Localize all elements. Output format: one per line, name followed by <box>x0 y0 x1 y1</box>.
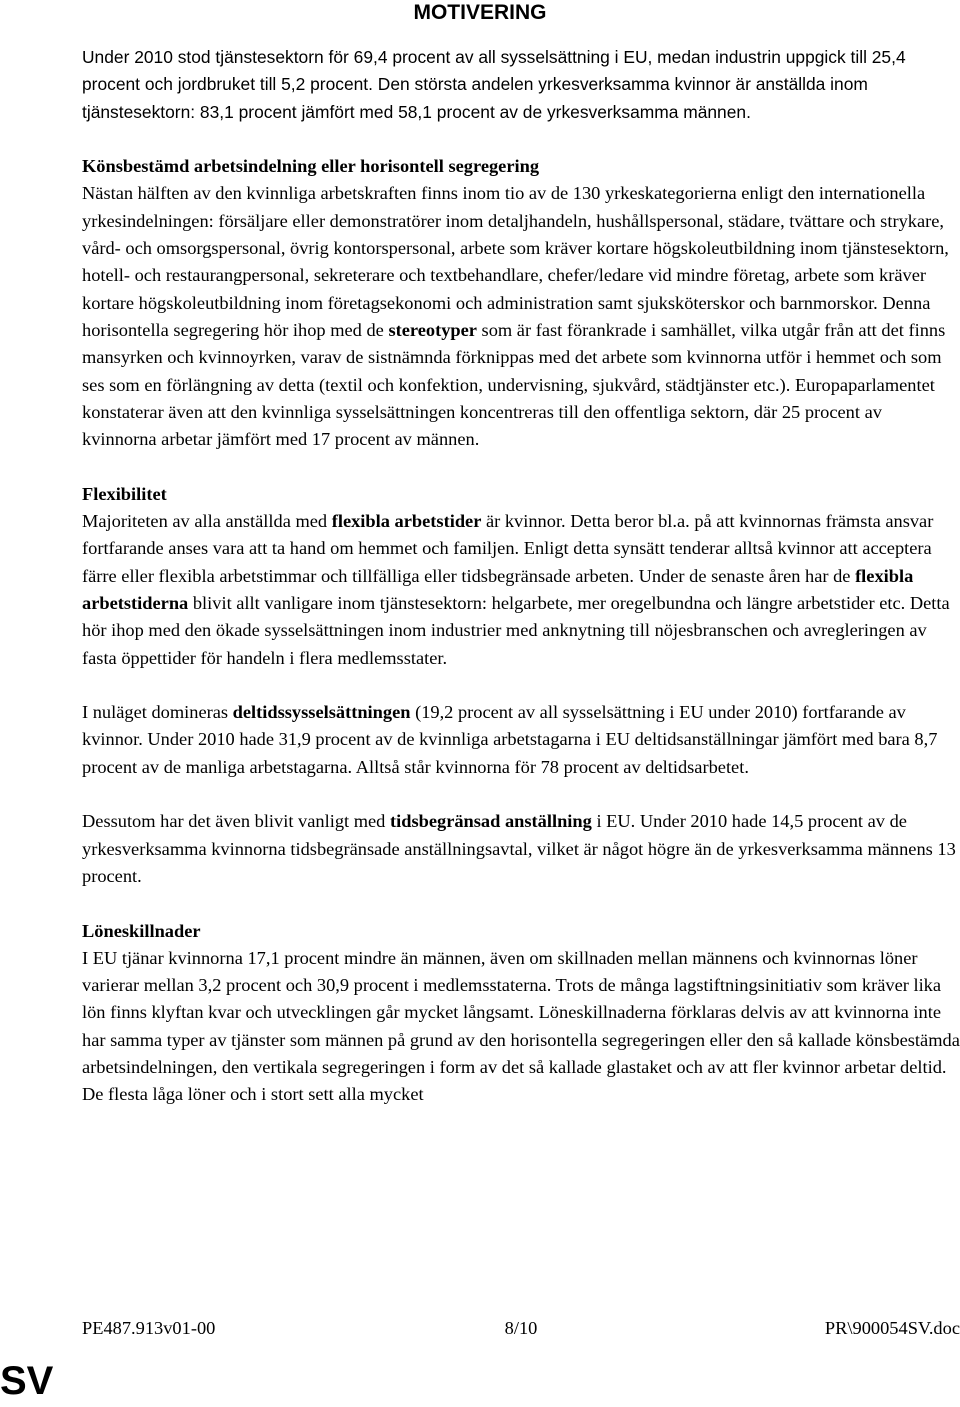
section-title-pay-gap: Löneskillnader <box>82 920 201 941</box>
segregation-text-1: Nästan hälften av den kvinnliga arbetskraften finns inom tio av de 130 yrkeskategorierna enligt den internationella yrkesindelningen: försäljare eller demonstratörer inom detaljhandeln, hushållspersonal, städare, tvättare och strykare, vård- och omsorgspersonal, övrig kontorspersonal, arbete som kräver kortare högskoleutbildning inom tjänstesektorn, hotell- och restaurangpersonal, sekreterare och textbehandlare, chefer/ledare vid mindre företag, arbete som kräver kortare högskoleutbildning inom företagsekonomi och administration samt sjuksköterskor och barnmorskor. <box>82 183 949 313</box>
flexibility-paragraph-3 <box>82 808 960 890</box>
part-time-text-1: I nuläget domineras <box>82 702 233 723</box>
footer-doc-ref: PE487.913v01-00 <box>82 1318 216 1338</box>
page-footer <box>82 1316 960 1340</box>
flexible-hours-term: flexibla arbetstider <box>331 511 482 532</box>
footer-page-number: 8/10 <box>504 1318 538 1338</box>
temporary-text-2: i EU. Under 2010 hade 14,5 procent av de yrkesverksamma kvinnorna tidsbegränsade anställningsavtal, vilket är något högre än de yrkesverksamma männens 13 procent. <box>82 811 956 886</box>
section-title-segregation: Könsbestämd arbetsindelning eller horisontell segregering <box>82 156 540 177</box>
intro-paragraph: Under 2010 stod tjänstesektorn för 69,4 procent av all sysselsättning i EU, medan industrin uppgick till 25,4 procent och jordbruket till 5,2 procent. Den största andelen yrkesverksamma kvinnor är anställda inom tjänstesektorn: 83,1 procent jämfört med 58,1 procent av de yrkesverksamma männen. <box>82 47 906 122</box>
flexibility-text-3: blivit allt vanligare inom tjänstesektorn: helgarbete, mer oregelbundna och längre arbetstider etc. Detta hör ihop med den ökade sysselsättningen inom industrier med anknytning till nöjesbranschen och avregleringen av fasta öppettider för handeln i flera medlemsstater. <box>82 592 950 668</box>
footer-file-name: PR\900054SV.doc <box>824 1318 960 1338</box>
segregation-text-3: som är fast förankrade i samhället, vilka utgår från att det finns mansyrken och kvinnoyrken, varav de sistnämnda förknippas med det arbete som kvinnorna utför i hemmet och som ses som en förlängning av detta (textil och konfektion, undervisning, sjukvård, städtjänster etc.). Europaparlamentet konstaterar även att den kvinnliga sysselsättningen koncentreras till den offentliga sektorn, där 25 procent av kvinnorna arbetar jämfört med 17 procent av männen. <box>82 319 946 450</box>
segregation-paragraph <box>82 180 960 453</box>
part-time-text-2: (19,2 procent av all sysselsättning i EU under 2010) fortfarande av kvinnor. Under 2010 hade 31,9 procent av de kvinnliga arbetstagarna i EU deltidsanställningar jämfört med bara 8,7 procent av de manliga arbetstagarna. Alltså står kvinnorna för 78 procent av deltidsarbetet. <box>82 702 938 777</box>
flexibility-text-2: är kvinnor. Detta beror bl.a. på att kvinnornas främsta ansvar fortfarande anses vara att ta hand om hemmet och familjen. Enligt detta synsätt tenderar alltså kvinnor att acceptera färre eller flexibla arbetstimmar och tillfälliga eller tidsbegränsade arbeten. Under de senaste åren har de <box>82 511 934 586</box>
segregation-text-2: Denna horisontella segregering hör ihop med de <box>82 292 931 340</box>
stereotypes-term: stereotyper <box>388 319 477 340</box>
flexibility-text-1: Majoriteten av alla anställda med <box>82 511 332 532</box>
paragraph-gap <box>82 781 960 808</box>
section-title-flexibility: Flexibilitet <box>82 483 167 504</box>
flexibility-paragraph-1 <box>82 508 960 672</box>
pay-gap-paragraph: I EU tjänar kvinnorna 17,1 procent mindre än männen, även om skillnaden mellan männens och kvinnornas löner varierar mellan 3,2 procent och 30,9 procent i medlemsstaterna. Trots de många lagstiftningsinitiativ som kräver lika lön finns klyftan kvar och utvecklingen går mycket långsamt. Löneskillnaderna förklaras delvis av att kvinnorna inte har samma typer av tjänster som männen på grund av den horisontella segregeringen eller den så kallade könsbestämda arbetsindelningen, den vertikala segregeringen i form av det så kallade glastaket och av att fler kvinnor arbetar deltid. De flesta låga löner och i stort sett alla mycket <box>82 947 960 1105</box>
paragraph-gap <box>82 126 960 153</box>
page-heading: MOTIVERING <box>413 1 547 24</box>
paragraph-gap <box>82 672 960 699</box>
paragraph-gap <box>82 453 960 480</box>
flexible-hours-term-2: flexibla arbetstiderna <box>82 565 914 613</box>
paragraph-gap <box>82 890 960 917</box>
flexibility-paragraph-2 <box>82 699 960 781</box>
document-body <box>82 44 960 1109</box>
temporary-employment-term: tidsbegränsad anställning <box>389 811 592 832</box>
language-code: SV <box>0 1359 54 1403</box>
temporary-text-1: Dessutom har det även blivit vanligt med <box>82 811 390 832</box>
part-time-term: deltidssysselsättningen <box>232 702 411 723</box>
